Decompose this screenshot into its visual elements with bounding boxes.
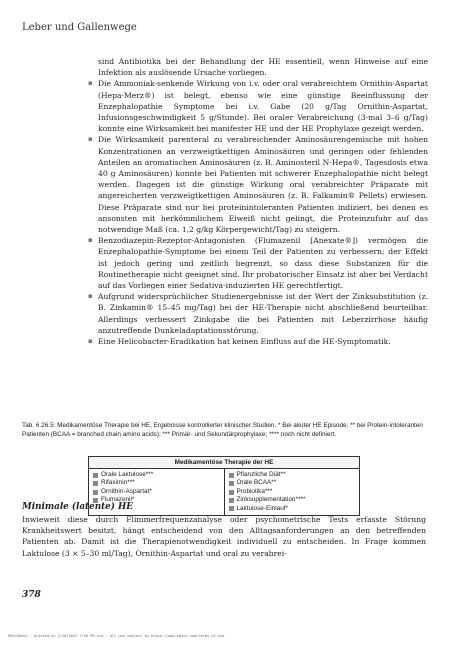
- table-cell: Flumazenil*: [101, 496, 135, 504]
- table-row: [229, 496, 356, 504]
- lead-paragraph: sind Antibiotika bei der Behandlung der HE essentiell, wenn Hinweise auf eine Infektion als auslösende Ursache vorliegen.: [98, 57, 428, 78]
- bullet-item: ▪ Benzodiazepin-Rezeptor-Antagonisten (Flumazenil [Anexate®]) vermögen die Enzephalopathie-Symptome bei einem Teil der Patienten zu verbessern; der Effekt ist jedoch gering und zeitlich begrenzt, so dass diese Substanzen für die Routinetherapie nicht geeignet sind. Ihr probatorischer Einsatz ist aber bei Verdacht auf das Vorliegen einer Sedativa-induzierten HE gerechtfertigt.: [88, 235, 428, 291]
- table-row: [229, 471, 356, 479]
- table-row: [229, 505, 356, 513]
- table-caption: Tab. 6.26.5: Medikamentöse Therapie bei HE, Ergebnisse kontrollierter klinischer Studien. * Bei akuter HE Episode; ** bei Protein-intoleranten Patienten (BCAA = branched chain amino acids); *** Primär- und Sekundärprophylaxe; **** noch nicht definiert.: [22, 422, 423, 438]
- table-cell: Laktulose-Einlauf*: [236, 504, 289, 512]
- table-row: [229, 488, 356, 496]
- table-row: [93, 488, 220, 496]
- section-paragraph: Inwieweit diese durch Flimmerfrequenzanalyse oder psychometrische Tests erfasste Störung Krankheitswert besitzt, hängt entscheidend von den Alltagsanforderungen an den betreffenden Patienten ab. Damit ist die Therapienotwendigkeit individuell zu entscheiden. In Frage kommen Laktulose (3 × 5–30 ml/Tag), Ornithin-Aspartat und oral zu verabrei-: [22, 515, 426, 558]
- table-cell: Orale Laktulose***: [101, 471, 154, 478]
- table-cell: Ornithin-Aspartat*: [101, 487, 152, 495]
- table-cell: Rifaximin***: [101, 479, 135, 487]
- square-bullet-icon: [229, 498, 234, 503]
- table-right-column: [225, 469, 360, 515]
- bullet-item: ▪ Die Wirksamkeit parenteral zu verabreichender Aminosäurengemische mit hohen Konzentrationen an verzweigtkettigen Aminosäuren und geringen oder fehlenden Anteilen an aromatischen Aminosäuren (z. B. Aminosteril N-Hepa®, Tagesdosis etwa 40 g Aminosäuren) konnte bei Patienten mit schwerer Enzephalopathie nicht belegt werden. Dagegen ist die günstige Wirkung oral verabreichter Präparate mit angereicherten verzweigtkettigen Aminosäuren (z. B. Falkamin® Pellets) erwiesen. Diese Präparate sind nur bei proteinintoleranten Patienten indiziert, bei denen es ansonsten mit herkömmlichem Eiweiß nicht gelingt, die Proteinzufuhr auf das notwendige Maß (ca. 1,2 g/kg Körpergewicht/Tag) zu steigern.: [88, 134, 428, 235]
- table-cell: Orale BCAA**: [236, 479, 277, 487]
- table-cell: Pflanzliche Diät**: [236, 471, 286, 478]
- square-bullet-icon: [229, 473, 234, 478]
- square-bullet-icon: [229, 506, 234, 511]
- bullet-item: ▪ Aufgrund widersprüchlicher Studienergebnisse ist der Wert der Zinksubstitution (z. B. Zinkamin® 15–45 mg/Tag) bei der HE-Therapie nicht abschließend beurteilbar. Allerdings verbessert Zinkgabe die bei Patienten mit Leberzirrhose häufig anzutreffende Dunkeladaptationsstörung.: [88, 291, 428, 336]
- bullet-list: [88, 78, 428, 347]
- footer-note: EBSCOhost - printed on 2/20/2023 7:56 PM via . All use subject to https://www.ebsco.com/terms-of-use: [8, 634, 225, 638]
- table-cell: Zinksupplementation****: [236, 496, 306, 504]
- bullet-item: ▪ Eine Helicobacter-Eradikation hat keinen Einfluss auf die HE-Symptomatik.: [88, 336, 428, 347]
- square-bullet-icon: [229, 490, 234, 495]
- bullet-item: ▪ Die Ammoniak-senkende Wirkung von i.v. oder oral verabreichtem Ornithin-Aspartat (Hepa-Merz®) ist belegt, ebenso wie eine günstige Beeinflussung der Enzephalopathie Symptome bei i.v. Gabe (20 g/Tag Ornithin-Aspartat, Infusionsgeschwindigkeit 5 g/Stunde). Bei oraler Verabreichung (3-mal 3–6 g/Tag) konnte eine Wirksamkeit bei manifester HE und der HE Prophylaxe gezeigt werden.: [88, 78, 428, 134]
- table-row: [229, 479, 356, 487]
- square-bullet-icon: [93, 490, 98, 495]
- table-header: Medikamentöse Therapie der HE: [89, 457, 359, 469]
- table-cell: Probiotika***: [236, 487, 273, 495]
- table-row: [93, 479, 220, 487]
- page-number: 378: [22, 590, 41, 600]
- table-row: [93, 471, 220, 479]
- main-text: [88, 56, 428, 347]
- square-bullet-icon: [93, 481, 98, 486]
- section-heading: Minimale (latente) HE: [22, 502, 133, 512]
- running-head: Leber und Gallenwege: [22, 22, 137, 33]
- square-bullet-icon: [93, 473, 98, 478]
- square-bullet-icon: [229, 481, 234, 486]
